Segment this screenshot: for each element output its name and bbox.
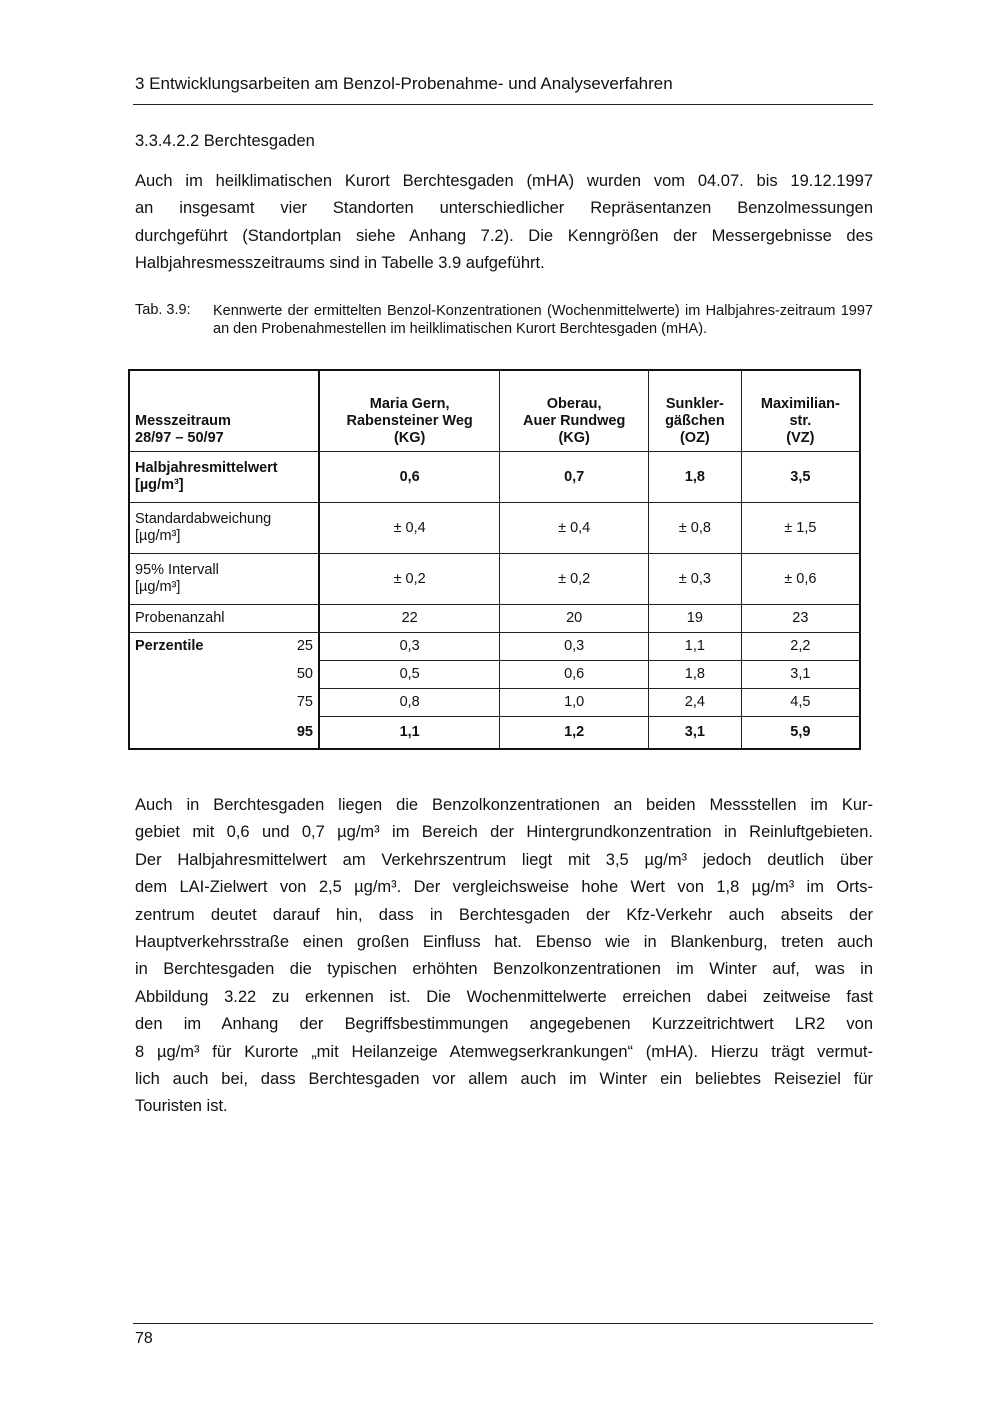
percentile-row (129, 661, 860, 689)
section-heading: 3.3.4.2.2 Berchtesgaden (135, 132, 315, 150)
cell: 3,1 (741, 661, 860, 689)
cell: 0,8 (319, 689, 500, 717)
text-line: lich auch bei, dass Berchtesgaden vor allem auch im Winter ein beliebtes Reiseziel für (135, 1069, 873, 1088)
header-corner: Messzeitraum 28/97 – 50/97 (129, 370, 319, 452)
cell: 0,6 (319, 452, 500, 503)
table-row (129, 503, 860, 554)
table-row (129, 605, 860, 633)
percentile-row (129, 633, 860, 661)
text-line: Halbjahresmesszeitraums sind in Tabelle 3.9 aufgeführt. (135, 254, 545, 273)
text-line: in Berchtesgaden die typischen erhöhten Benzolkonzentrationen im Winter auf, was in (135, 960, 873, 979)
text-line: Touristen ist. (135, 1097, 228, 1116)
cell: 3,1 (649, 717, 742, 749)
text-line: 8 µg/m³ für Kurorte „mit Heilanzeige Atemwegserkrankungen“ (mHA). Hierzu trägt vermut- (135, 1042, 873, 1061)
cell: 1,2 (500, 717, 649, 749)
cell: 3,5 (741, 452, 860, 503)
cell: 1,8 (649, 452, 742, 503)
text-line: gebiet mit 0,6 und 0,7 µg/m³ im Bereich der Hintergrundkonzentration in Reinluftgebieten. (135, 823, 873, 842)
cell: 20 (500, 605, 649, 633)
cell: 23 (741, 605, 860, 633)
caption-label: Tab. 3.9: (135, 302, 191, 318)
text-line: Hauptverkehrsstraße einen großen Einfluss hat. Ebenso wie in Blankenburg, treten auch (135, 932, 873, 951)
cell: 2,4 (649, 689, 742, 717)
caption-text: Kennwerte der ermittelten Benzol-Konzentrationen (Wochenmittelwerte) im Halbjahres-zeitraum 1997 an den Probenahmestellen im heilklimatischen Kurort Berchtesgaden (mHA). (213, 303, 873, 337)
page-number: 78 (135, 1330, 153, 1347)
footer-rule (133, 1323, 873, 1324)
text-line: durchgeführt (Standortplan siehe Anhang 7.2). Die Kenngrößen der Messergebnisse des (135, 226, 873, 245)
header-oberau: Oberau, Auer Rundweg (KG) (500, 370, 649, 452)
row-label: Perzentile 25 (129, 633, 319, 661)
header-maximilianstr: Maximilian- str. (VZ) (741, 370, 860, 452)
table-header-row (129, 370, 860, 452)
cell: ± 0,4 (500, 503, 649, 554)
cell: ± 1,5 (741, 503, 860, 554)
cell: 1,1 (319, 717, 500, 749)
table-row (129, 452, 860, 503)
text-line: Auch im heilklimatischen Kurort Berchtesgaden (mHA) wurden vom 04.07. bis 19.12.1997 (135, 172, 873, 190)
header-maria-gern: Maria Gern, Rabensteiner Weg (KG) (319, 370, 500, 452)
table-row (129, 554, 860, 605)
row-label: Probenanzahl (129, 605, 319, 633)
running-header: 3 Entwicklungsarbeiten am Benzol-Probenahme- und Analyseverfahren (135, 74, 673, 93)
text-line: Abbildung 3.22 zu erkennen ist. Die Wochenmittelwerte erreichen dabei zeitweise fast (135, 987, 873, 1006)
cell: ± 0,2 (319, 554, 500, 605)
cell: 1,0 (500, 689, 649, 717)
cell: 19 (649, 605, 742, 633)
row-label: 75 (129, 689, 319, 717)
cell: ± 0,6 (741, 554, 860, 605)
cell: 2,2 (741, 633, 860, 661)
header-sunklergaesschen: Sunkler- gäßchen (OZ) (649, 370, 742, 452)
cell: 1,1 (649, 633, 742, 661)
cell: 0,3 (500, 633, 649, 661)
percentile-row (129, 689, 860, 717)
intro-paragraph (135, 168, 873, 278)
cell: ± 0,3 (649, 554, 742, 605)
cell: 4,5 (741, 689, 860, 717)
cell: 0,7 (500, 452, 649, 503)
body-paragraph (135, 792, 873, 1121)
cell: 22 (319, 605, 500, 633)
cell: 0,6 (500, 661, 649, 689)
text-line: Der Halbjahresmittelwert am Verkehrszentrum liegt mit 3,5 µg/m³ jedoch deutlich über (135, 850, 873, 869)
cell: ± 0,8 (649, 503, 742, 554)
row-label: Halbjahresmittelwert [µg/m³] (129, 452, 319, 503)
percentile-row (129, 717, 860, 749)
text-line: Auch in Berchtesgaden liegen die Benzolkonzentrationen an beiden Messstellen im Kur- (135, 796, 873, 814)
benzene-table (128, 369, 861, 750)
cell: ± 0,2 (500, 554, 649, 605)
text-line: an insgesamt vier Standorten unterschiedlicher Repräsentanzen Benzolmessungen (135, 199, 873, 218)
text-line: dem LAI-Zielwert von 2,5 µg/m³. Der vergleichsweise hohe Wert von 1,8 µg/m³ im Orts- (135, 878, 873, 897)
text-line: zentrum deutet darauf hin, dass in Berchtesgaden der Kfz-Verkehr auch abseits der (135, 905, 873, 924)
cell: 0,5 (319, 661, 500, 689)
cell: ± 0,4 (319, 503, 500, 554)
row-label: Standardabweichung [µg/m³] (129, 503, 319, 554)
row-label: 50 (129, 661, 319, 689)
cell: 1,8 (649, 661, 742, 689)
header-rule (133, 104, 873, 105)
row-label: 95 (129, 717, 319, 749)
cell: 0,3 (319, 633, 500, 661)
row-label: 95% Intervall [µg/m³] (129, 554, 319, 605)
text-line: den im Anhang der Begriffsbestimmungen angegebenen Kurzzeitrichtwert LR2 von (135, 1015, 873, 1034)
cell: 5,9 (741, 717, 860, 749)
